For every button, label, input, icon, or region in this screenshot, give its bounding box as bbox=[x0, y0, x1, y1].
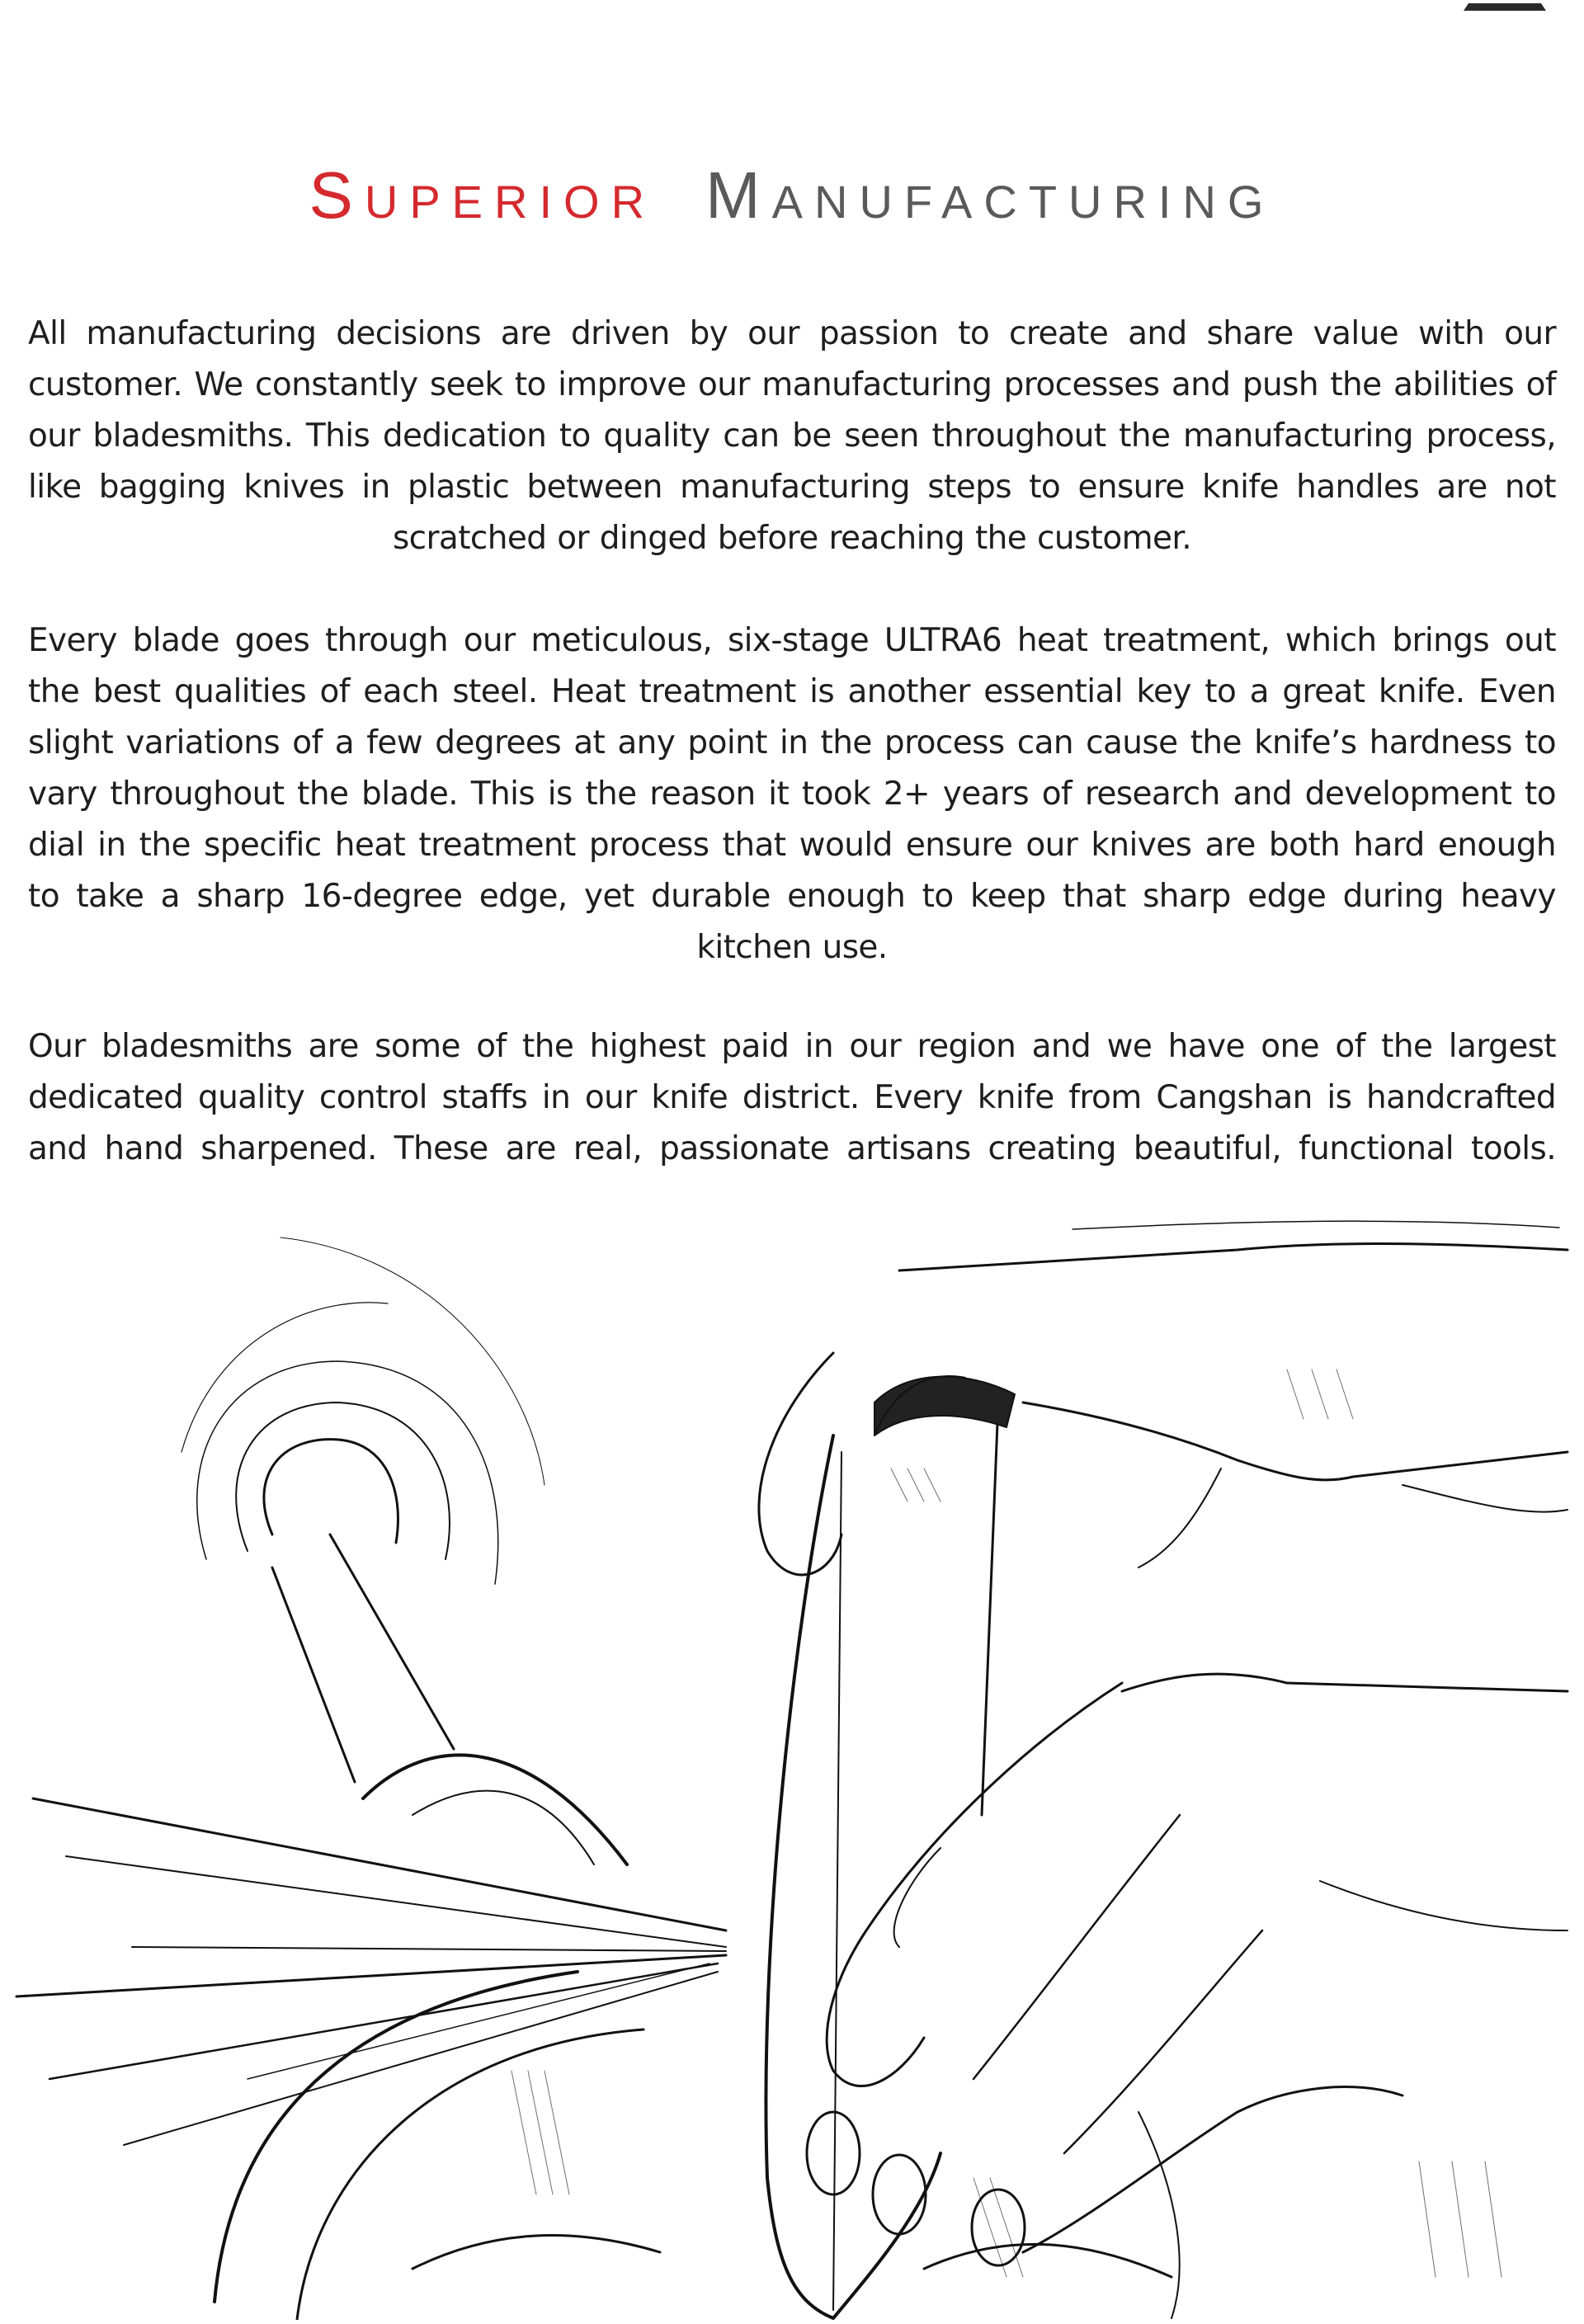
title-word-manufacturing: MANUFACTURING bbox=[705, 158, 1275, 233]
page-title bbox=[0, 158, 1584, 233]
title-word-superior: SUPERIOR bbox=[309, 158, 657, 233]
paragraph-heat-treatment: Every blade goes through our meticulous, six-stage ULTRA6 heat treatment, which brings out the best qualities of each steel. Heat treatment is another essential key to a great knife. Even slight variations of a few degrees at any point in the process can cause the knife’s hardness to vary throughout the blade. This is the reason it took 2+ years of research and development to dial in the specific heat treatment process that would ensure our knives are both hard enough to take a sharp 16-degree edge, yet durable enough to keep that sharp edge during heavy kitchen use. bbox=[28, 622, 1556, 966]
paragraph-manufacturing-decisions: All manufacturing decisions are driven by our passion to create and share value with our customer. We constantly seek to improve our manufacturing processes and push the abilities of our bladesmiths. This dedication to quality can be seen throughout the manufacturing process, like bagging knives in plastic between manufacturing steps to ensure knife handles are not scratched or dinged before reaching the customer. bbox=[28, 315, 1556, 557]
corner-tab-mark bbox=[1459, 0, 1551, 7]
paragraph-bladesmiths: Our bladesmiths are some of the highest paid in our region and we have one of the largest dedicated quality control staffs in our knife district. Every knife from Cangshan is handcrafted and hand sharpened. These are real, passionate artisans creating beautiful, functional tools. bbox=[28, 1028, 1556, 1167]
knife-sharpening-illustration bbox=[0, 1204, 1584, 2320]
